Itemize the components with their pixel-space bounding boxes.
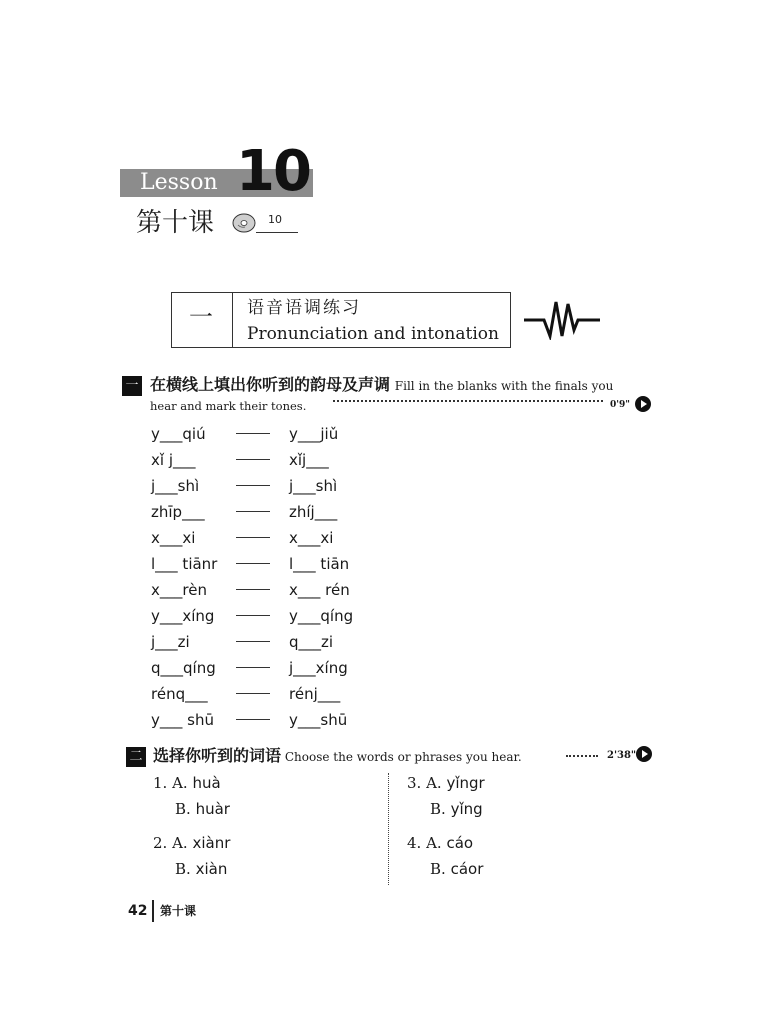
play-icon[interactable]: [636, 746, 652, 762]
pinyin-dash: [236, 459, 270, 460]
pinyin-left: xǐ j___: [151, 451, 196, 469]
choice-number: 2.: [153, 834, 168, 852]
pinyin-left: q___qíng: [151, 659, 216, 677]
option-text: cáor: [450, 860, 484, 878]
pinyin-left: y___ shū: [151, 711, 214, 729]
footer-lesson-title: 第十课: [160, 904, 197, 918]
choice-number: 4.: [407, 834, 422, 852]
section-title-en: Pronunciation and intonation: [247, 324, 499, 344]
pinyin-left: l___ tiānr: [151, 555, 218, 573]
exercise-1-title-en-cont: hear and mark their tones.: [150, 399, 307, 413]
exercise-1-title: [150, 374, 613, 397]
pinyin-right: l___ tiān: [289, 555, 350, 573]
choice-divider: [388, 773, 390, 885]
option-text: xiànr: [192, 834, 231, 852]
option-label: A.: [172, 834, 188, 852]
pinyin-right: zhíj___: [289, 503, 338, 521]
pinyin-dash: [236, 615, 270, 616]
pinyin-right: j___xíng: [289, 659, 348, 677]
exercise-1-title-en: Fill in the blanks with the finals you: [394, 379, 614, 393]
pinyin-dash: [236, 693, 270, 694]
option-text: cáo: [446, 834, 474, 852]
choice-number: 3.: [407, 774, 422, 792]
pinyin-dash: [236, 485, 270, 486]
footer-divider: [152, 900, 154, 922]
pinyin-left: x___xi: [151, 529, 196, 547]
pinyin-left: rénq___: [151, 685, 208, 703]
pinyin-left: zhīp___: [151, 503, 205, 521]
exercise-2-audio-time: 2'38": [607, 750, 637, 761]
pinyin-left: j___shì: [151, 477, 200, 495]
option-label: B.: [175, 800, 191, 818]
lesson-number: 10: [236, 139, 310, 204]
pinyin-left: x___rèn: [151, 581, 207, 599]
pinyin-right: j___shì: [289, 477, 338, 495]
pinyin-dash: [236, 563, 270, 564]
section-title-cn: 语音语调练习: [247, 298, 361, 318]
pinyin-right: y___qíng: [289, 607, 354, 625]
pinyin-left: j___zi: [151, 633, 190, 651]
choice-number: 1.: [153, 774, 168, 792]
audio-track-number: 10: [268, 213, 282, 226]
choice-1-b[interactable]: [175, 799, 230, 819]
pinyin-right: y___jiǔ: [289, 425, 339, 443]
option-label: A.: [172, 774, 188, 792]
pinyin-dash: [236, 667, 270, 668]
dotted-leader: [333, 400, 603, 403]
exercise-2-number: 二: [126, 747, 146, 767]
option-text: huàr: [195, 800, 230, 818]
option-label: A.: [426, 834, 442, 852]
choice-4-b[interactable]: [430, 859, 483, 879]
page-number: 42: [128, 903, 148, 919]
option-label: B.: [175, 860, 191, 878]
pinyin-left: y___xíng: [151, 607, 215, 625]
pinyin-right: q___zi: [289, 633, 334, 651]
pinyin-right: xǐj___: [289, 451, 329, 469]
exercise-2-title: [153, 745, 522, 768]
pinyin-dash: [236, 589, 270, 590]
exercise-2-title-en: Choose the words or phrases you hear.: [284, 750, 522, 764]
exercise-2-title-cn: 选择你听到的词语: [153, 746, 282, 765]
choice-4-a[interactable]: [407, 833, 473, 853]
choice-2-a[interactable]: [153, 833, 230, 853]
exercise-1-number: 一: [122, 376, 142, 396]
track-underline: [256, 232, 298, 233]
option-label: B.: [430, 800, 446, 818]
section-number: 一: [189, 303, 213, 331]
choice-3-a[interactable]: [407, 773, 485, 793]
choice-2-b[interactable]: [175, 859, 227, 879]
option-text: yǐng: [450, 800, 483, 818]
pinyin-right: x___xi: [289, 529, 334, 547]
dotted-leader: [566, 755, 598, 758]
lesson-label: Lesson: [140, 170, 218, 195]
pinyin-dash: [236, 537, 270, 538]
pinyin-dash: [236, 511, 270, 512]
sound-wave-icon: [522, 296, 602, 340]
play-icon[interactable]: [635, 396, 651, 412]
choice-1-a[interactable]: [153, 773, 221, 793]
choice-3-b[interactable]: [430, 799, 483, 819]
pinyin-right: x___ rén: [289, 581, 350, 599]
pinyin-dash: [236, 641, 270, 642]
option-label: B.: [430, 860, 446, 878]
lesson-title: 第十课: [136, 208, 215, 238]
cd-icon: [232, 213, 256, 233]
option-text: xiàn: [195, 860, 228, 878]
pinyin-left: y___qiú: [151, 425, 206, 443]
option-text: huà: [192, 774, 221, 792]
pinyin-right: y___shū: [289, 711, 348, 729]
option-text: yǐngr: [446, 774, 485, 792]
section-divider: [232, 292, 233, 348]
pinyin-dash: [236, 719, 270, 720]
pinyin-dash: [236, 433, 270, 434]
exercise-1-title-cn: 在横线上填出你听到的韵母及声调: [150, 375, 391, 394]
pinyin-right: rénj___: [289, 685, 341, 703]
exercise-1-audio-time: 0'9": [610, 400, 630, 410]
option-label: A.: [426, 774, 442, 792]
